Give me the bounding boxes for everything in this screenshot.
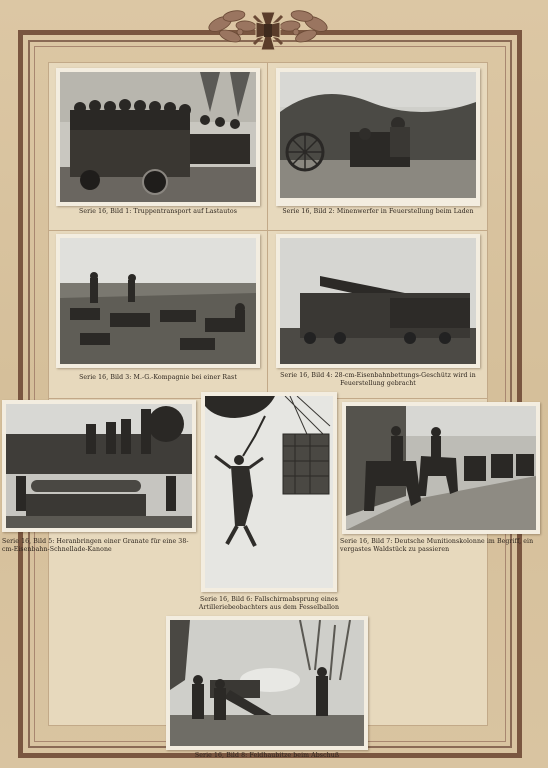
photo-4: [276, 234, 480, 368]
panel-divider: [48, 230, 488, 231]
photo-2: [276, 68, 480, 206]
photo-caption: Serie 16, Bild 1: Truppentransport auf Lastautos: [79, 208, 237, 215]
iron-cross-with-oak-leaves-icon: [206, 2, 330, 60]
photo-1: [56, 68, 260, 206]
photo-caption: Serie 16, Bild 7: Deutsche Munitionskolonne im Begriff, ein vergastes Waldstück zu passieren: [340, 538, 534, 553]
photo-6: [201, 392, 337, 592]
photo-caption: Serie 16, Bild 6: Fallschirmabsprung eines Artilleriebeobachters aus dem Fesselballon: [198, 596, 340, 611]
photo-5: [2, 400, 196, 532]
photo-7: [342, 402, 540, 534]
photo-caption: Serie 16, Bild 8: Feldhaubitze beim Abschuß: [194, 752, 340, 759]
photo-caption: Serie 16, Bild 5: Heranbringen einer Granate für eine 38-cm-Eisenbahn-Schnellade-Kanone: [2, 538, 189, 553]
photo-3: [56, 234, 260, 368]
photo-8: [166, 616, 368, 750]
photo-caption: Serie 16, Bild 2: Minenwerfer in Feuerstellung beim Laden: [282, 208, 474, 215]
photo-caption: Serie 16, Bild 3: M.-G.-Kompagnie bei einer Rast: [79, 374, 237, 381]
photo-caption: Serie 16, Bild 4: 28-cm-Eisenbahnbettungs-Geschütz wird in Feuerstellung gebracht: [280, 372, 476, 387]
